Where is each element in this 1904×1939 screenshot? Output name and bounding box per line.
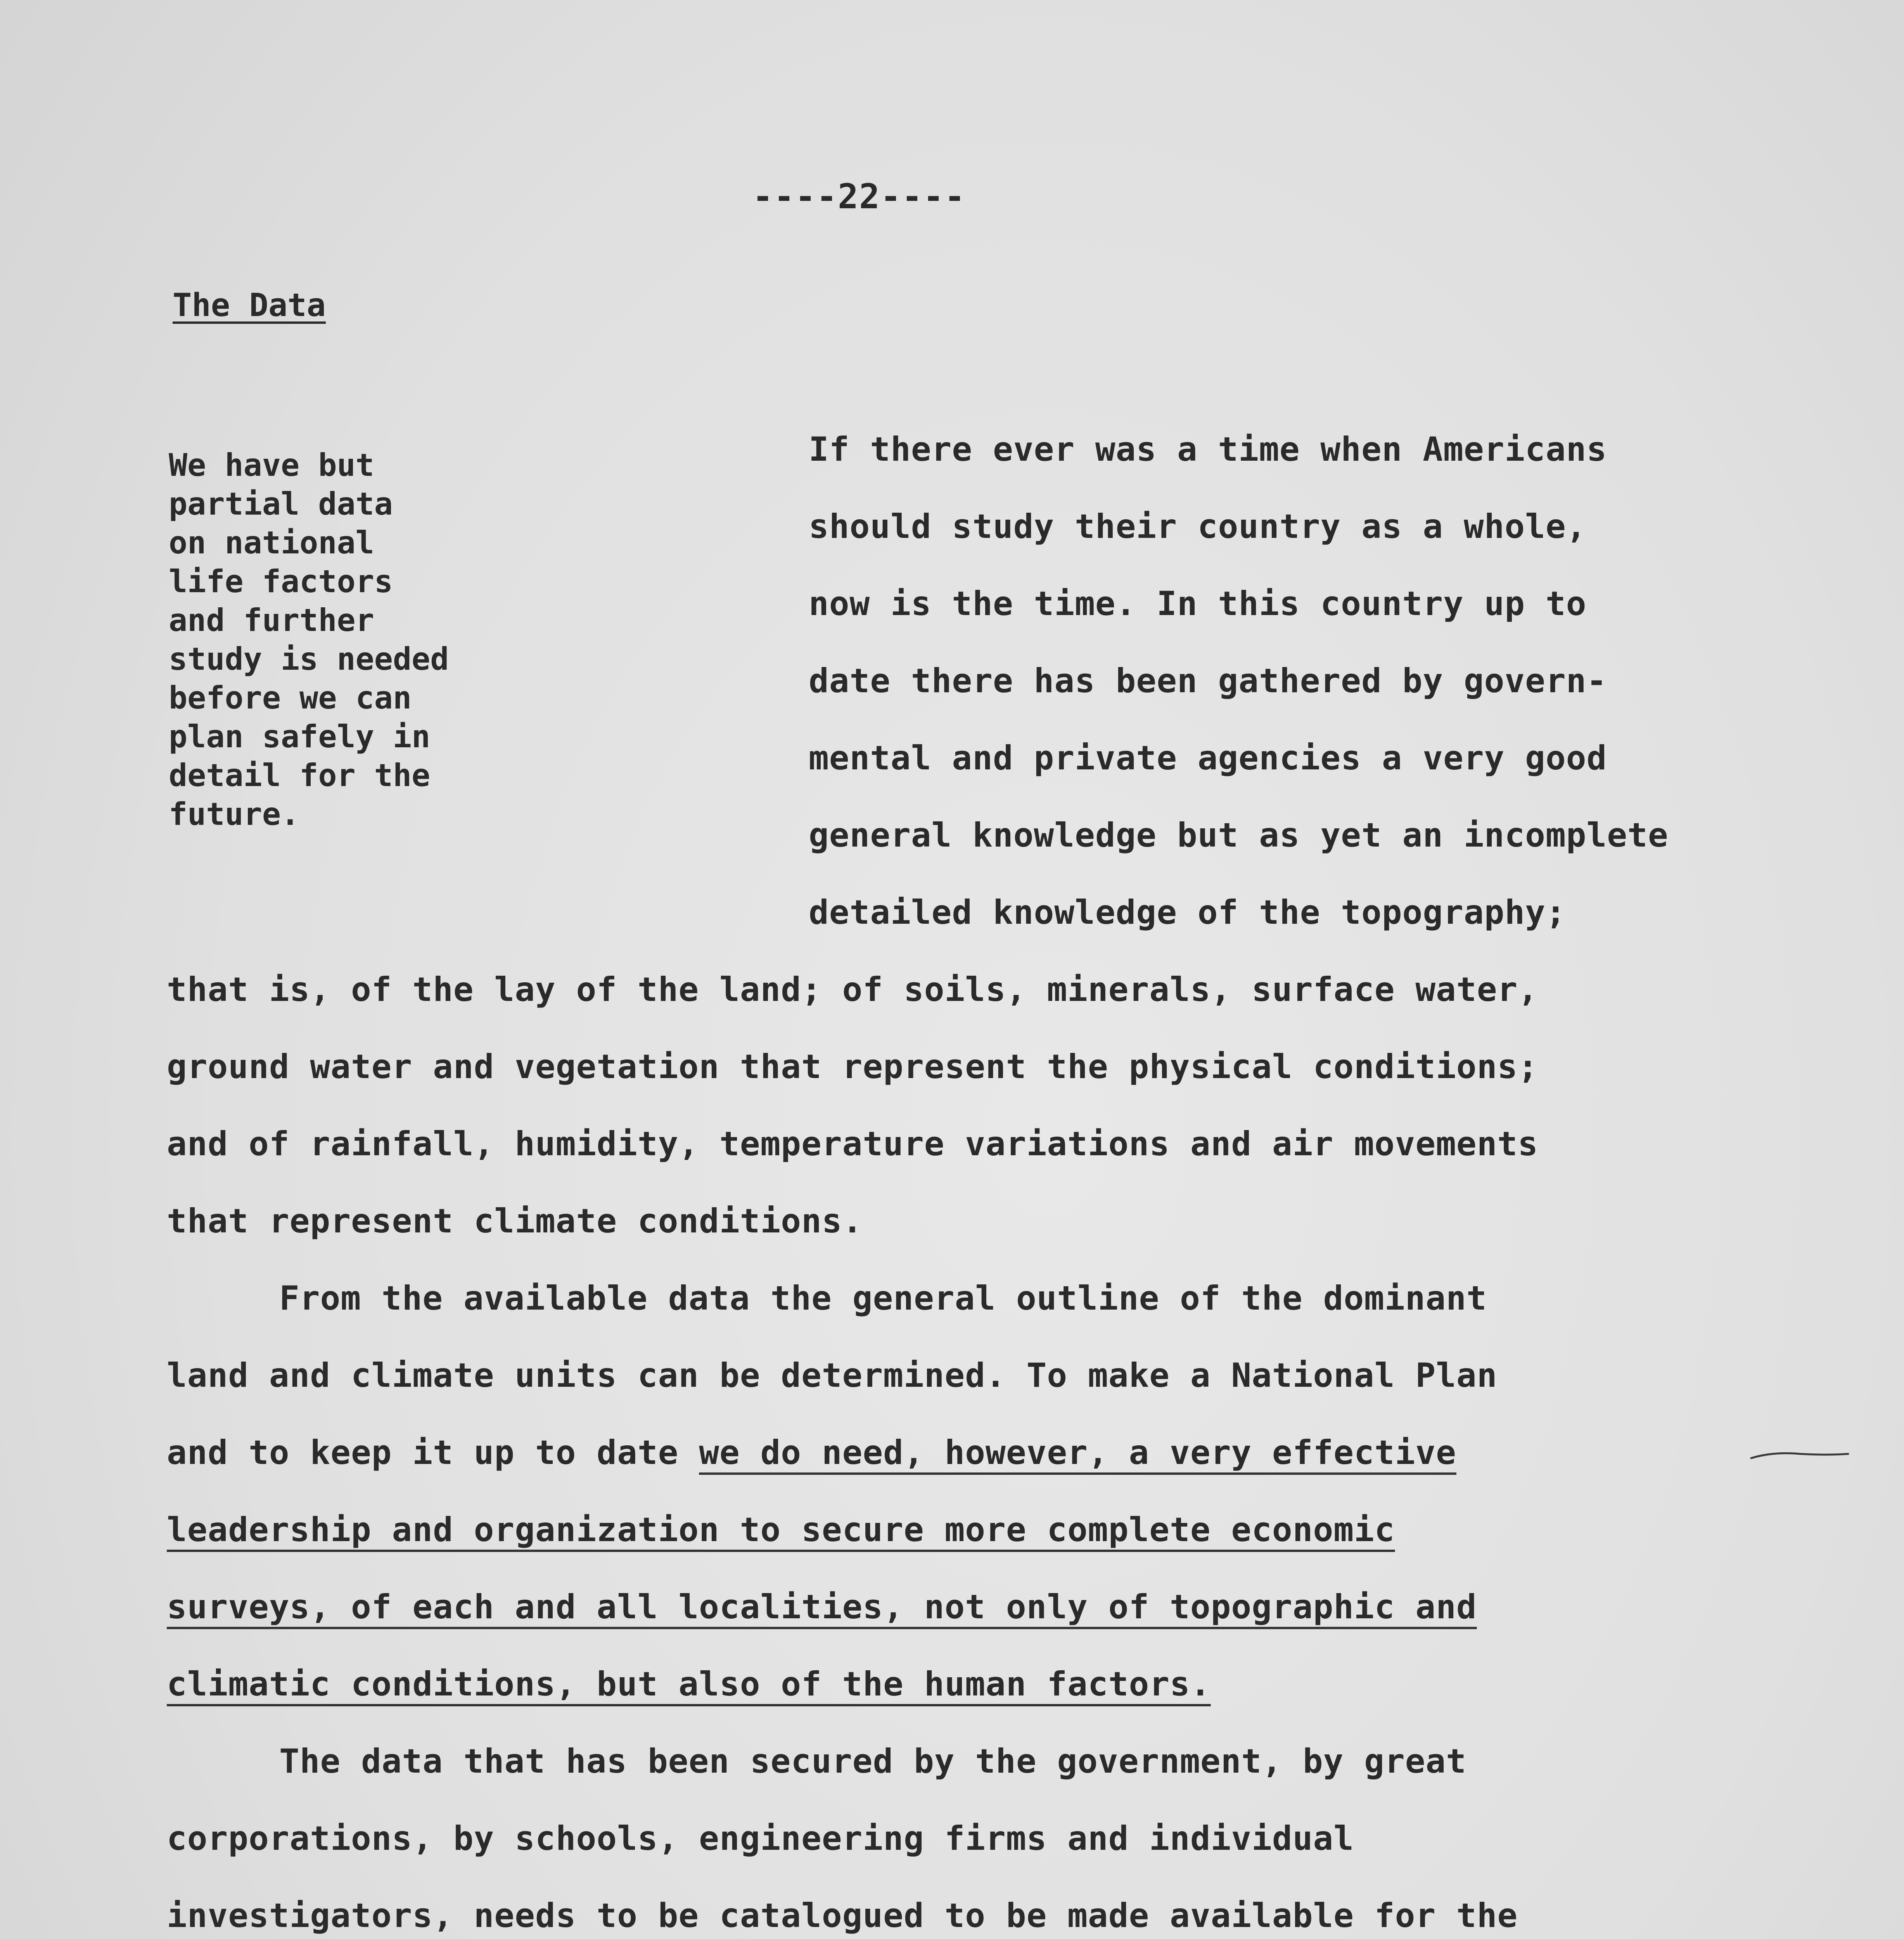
text-line [167, 1414, 1873, 1491]
text-line [167, 1491, 1873, 1569]
document-body [167, 411, 1873, 1939]
text-line: From the available data the general outline of the dominant [279, 1279, 1487, 1318]
text-line: date there has been gathered by govern- [809, 662, 1607, 700]
text-segment: and to keep it up to date [167, 1433, 699, 1472]
text-line: The data that has been secured by the government, by great [279, 1742, 1467, 1781]
text-line: corporations, by schools, engineering firms and individual [167, 1819, 1354, 1858]
underlined-text: surveys, of each and all localities, not only of topographic and [167, 1588, 1477, 1626]
underlined-text: climatic conditions, but also of the human factors. [167, 1665, 1211, 1704]
text-line: now is the time. In this country up to [809, 584, 1587, 623]
text-line [167, 1646, 1873, 1723]
margin-pencil-mark [1749, 1448, 1850, 1464]
text-line: land and climate units can be determined. To make a National Plan [167, 1356, 1498, 1395]
section-heading: The Data [173, 287, 326, 324]
text-line: that is, of the lay of the land; of soils, minerals, surface water, [167, 970, 1539, 1009]
text-line: mental and private agencies a very good [809, 739, 1607, 778]
underlined-text: we do need, however, a very effective [699, 1433, 1456, 1472]
text-line: and of rainfall, humidity, temperature variations and air movements [167, 1125, 1539, 1163]
text-line: ground water and vegetation that represent the physical conditions; [167, 1047, 1539, 1086]
underlined-text: leadership and organization to secure more complete economic [167, 1510, 1395, 1549]
text-line [167, 1569, 1873, 1646]
text-line: investigators, needs to be catalogued to be made available for the [167, 1896, 1518, 1935]
text-line: should study their country as a whole, [809, 507, 1587, 546]
text-line: general knowledge but as yet an incomplete [809, 816, 1669, 855]
text-line: If there ever was a time when Americans [809, 430, 1607, 469]
page-number: ----22---- [752, 176, 966, 216]
text-line: detailed knowledge of the topography; [809, 893, 1566, 932]
text-line: that represent climate conditions. [167, 1202, 863, 1241]
margin-note: We have but partial data on national life factors and further study is needed before we can plan safely in detail for the future. [169, 447, 449, 832]
